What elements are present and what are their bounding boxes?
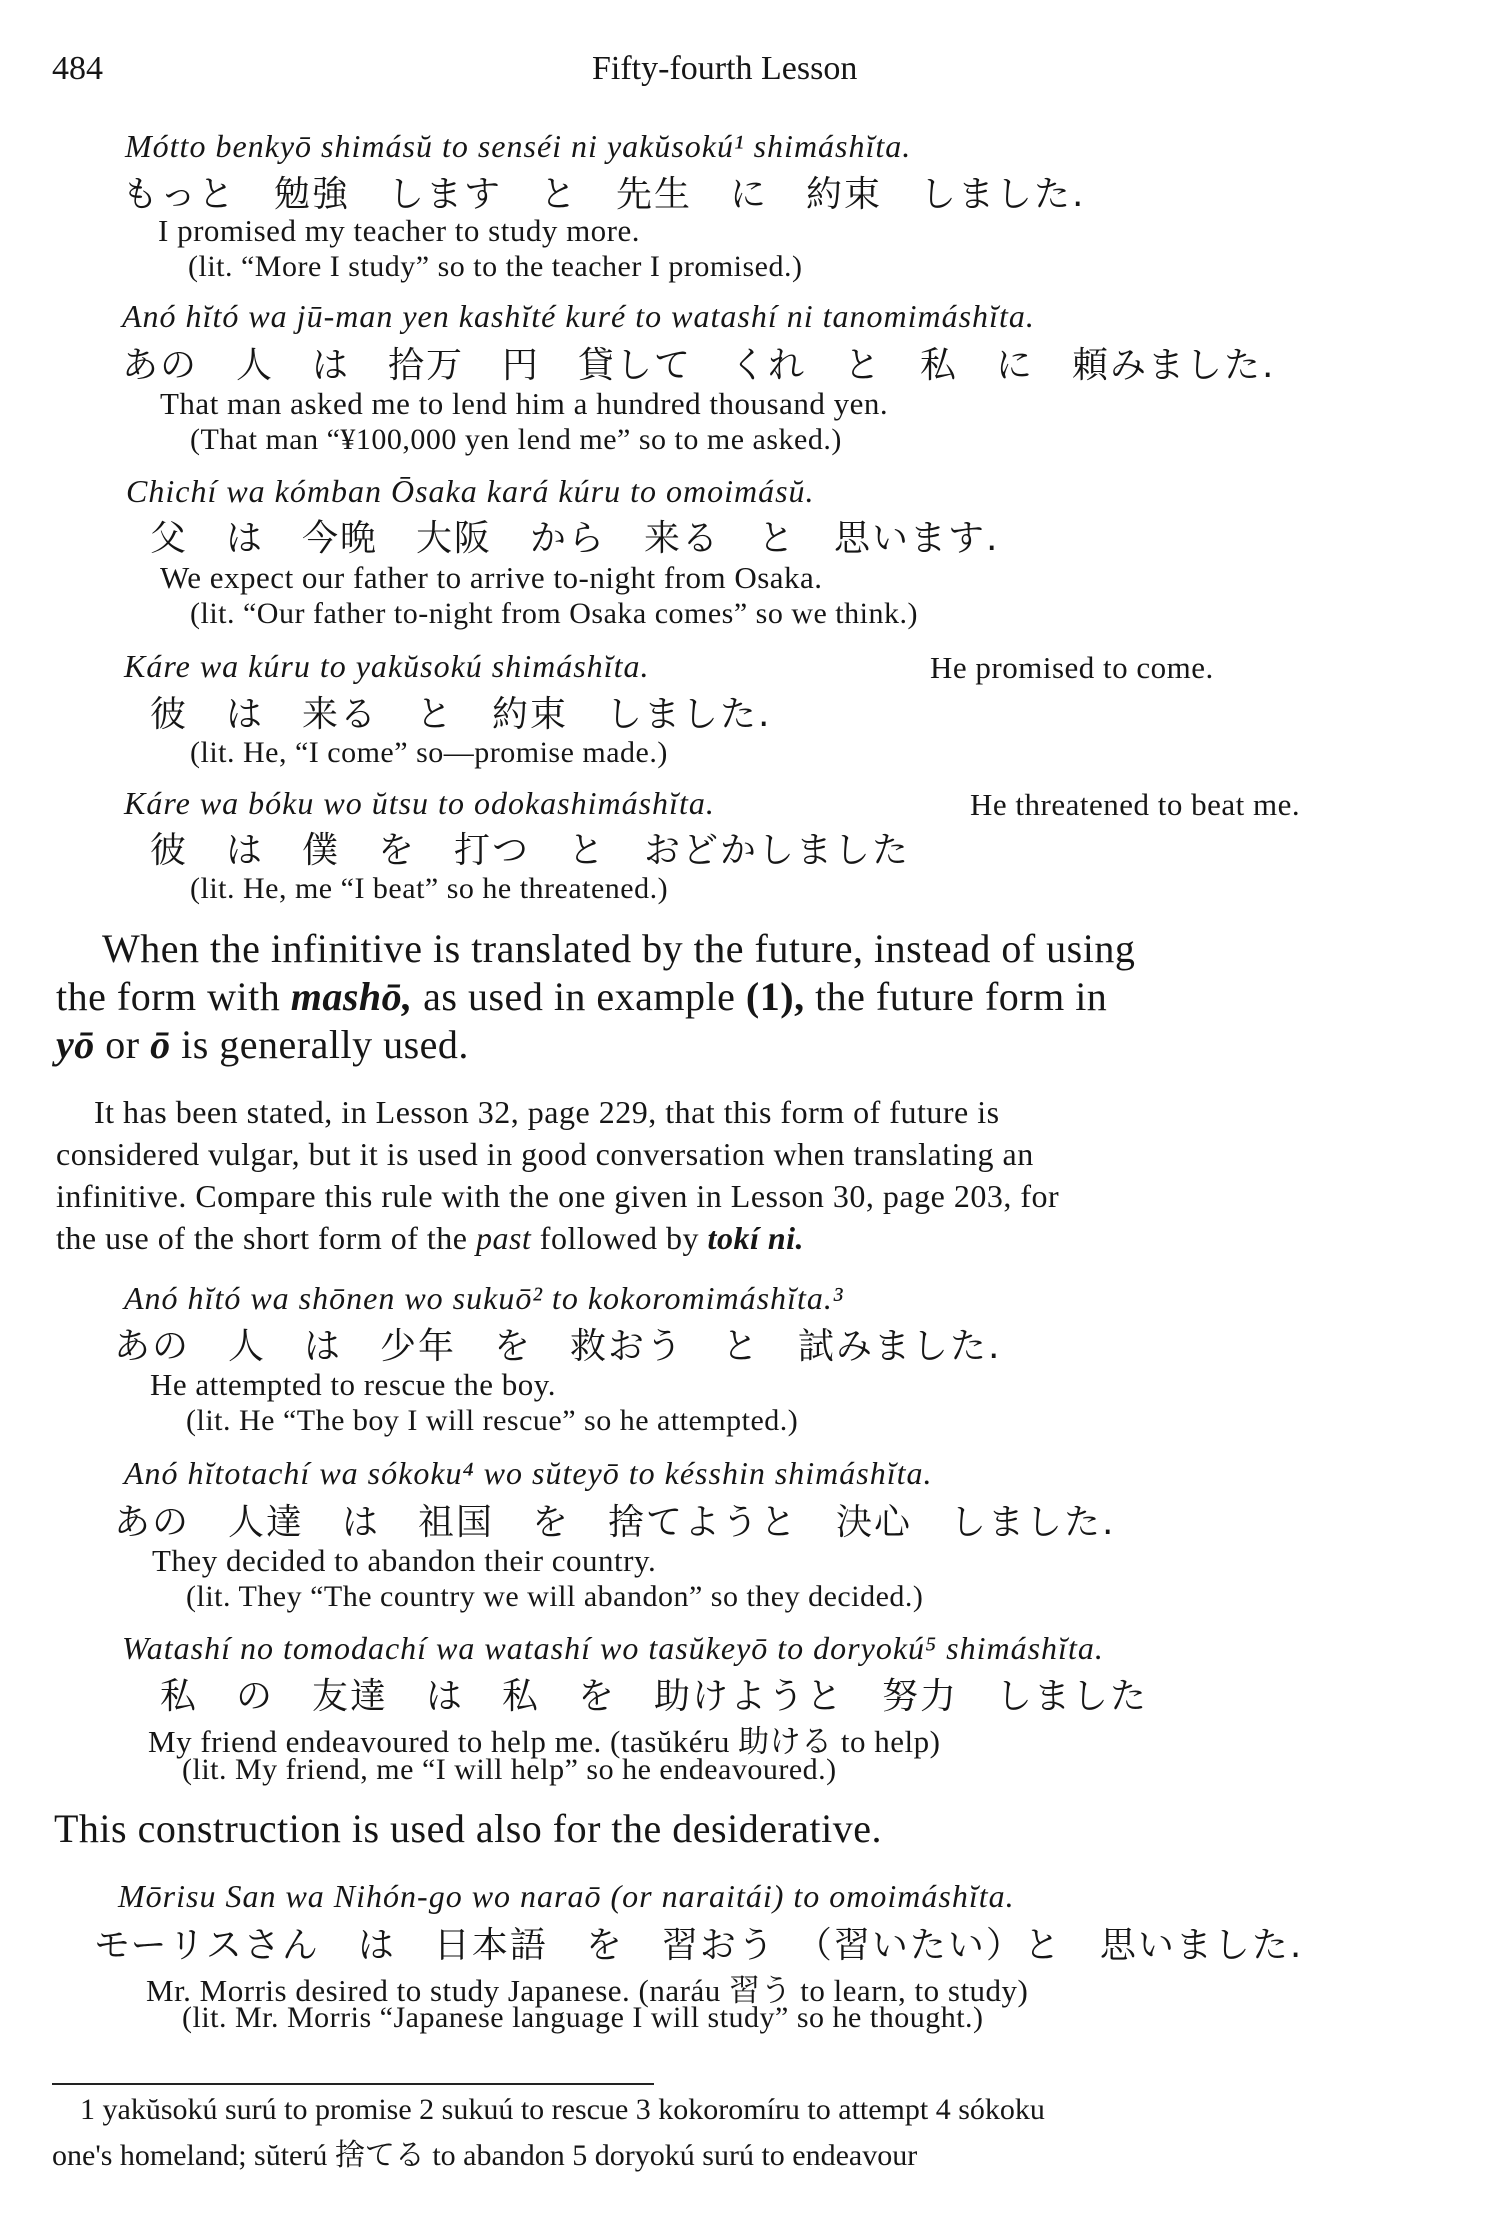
example-9-literal: (lit. Mr. Morris “Japanese language I will study” so he thought.) [182,2001,984,2034]
example-1-japanese: もっと 勉強 します と 先生 に 約束 しました. [122,174,1086,215]
footnote-line-2: one's homeland; sŭterú 捨てる to abandon 5 doryokú surú to endeavour [52,2139,918,2172]
note-line-2: considered vulgar, but it is used in good conversation when translating an [56,1136,1034,1172]
note-line-3: infinitive. Compare this rule with the one given in Lesson 30, page 203, for [56,1178,1060,1214]
term-masho: mashō, [290,974,413,1019]
rule-text: or [105,1022,140,1067]
example-2-literal: (That man “¥100,000 yen lend me” so to me asked.) [190,423,842,456]
footnote-line-1: 1 yakŭsokú surú to promise 2 sukuú to rescue 3 kokoromíru to attempt 4 sókoku [80,2093,1045,2126]
example-7-english: They decided to abandon their country. [152,1543,657,1578]
example-2-japanese: あの 人 は 拾万 円 貸して くれ と 私 に 頼みました. [122,345,1276,386]
example-7-literal: (lit. They “The country we will abandon” so they decided.) [186,1580,924,1613]
example-8-romaji: Watashí no tomodachí wa watashí wo tasŭkeyō to doryokú⁵ shimáshĭta. [122,1630,1104,1666]
example-1-english: I promised my teacher to study more. [158,213,641,248]
example-3-literal: (lit. “Our father to-night from Osaka comes” so we think.) [190,597,918,630]
example-1-literal: (lit. “More I study” so to the teacher I promised.) [188,250,803,283]
rule-text: as used in example [423,974,736,1019]
example-4-japanese: 彼 は 来る と 約束 しました. [150,694,772,735]
page-number: 484 [52,50,103,87]
example-6-english: He attempted to rescue the boy. [150,1367,557,1402]
example-4-romaji: Káre wa kúru to yakŭsokú shimáshĭta. [124,648,650,684]
example-4-english: He promised to come. [930,650,1214,685]
term-yo: yō [56,1022,95,1067]
example-5-english: He threatened to beat me. [970,787,1301,822]
example-6-romaji: Anó hĭtó wa shōnen wo sukuō² to kokoromimáshĭta.³ [124,1280,844,1316]
example-7-japanese: あの 人達 は 祖国 を 捨てようと 決心 しました. [114,1502,1116,1543]
note-line-4 [56,1220,804,1257]
example-4-literal: (lit. He, “I come” so—promise made.) [190,736,668,769]
example-3-romaji: Chichí wa kómban Ōsaka kará kúru to omoimásŭ. [126,473,815,509]
example-3-japanese: 父 は 今晩 大阪 から 来る と 思います. [150,518,1000,559]
example-5-japanese: 彼 は 僕 を 打つ と おどかしました [150,830,911,871]
note-text: the use of the short form of the [56,1220,468,1256]
example-9-romaji: Mōrisu San wa Nihón-go wo naraō (or naraitái) to omoimáshĭta. [118,1878,1015,1914]
example-3-english: We expect our father to arrive to-night from Osaka. [160,560,823,595]
rule-text: the form with [56,974,281,1019]
example-8-japanese: 私 の 友達 は 私 を 助けようと 努力 しました [160,1676,1149,1717]
example-2-english: That man asked me to lend him a hundred thousand yen. [160,386,889,421]
rule-text: the future form in [815,974,1108,1019]
term-past: past [475,1220,532,1256]
example-8-literal: (lit. My friend, me “I will help” so he endeavoured.) [182,1753,837,1786]
example-reference: (1), [745,974,805,1019]
rule-text: is generally used. [181,1022,469,1067]
example-7-romaji: Anó hĭtotachí wa sókoku⁴ wo sŭteyō to késshin shimáshĭta. [124,1455,933,1491]
example-1-romaji: Mótto benkyō shimásŭ to senséi ni yakŭsokú¹ shimáshĭta. [125,128,912,164]
example-8-english: My friend endeavoured to help me. (tasŭkéru 助ける to help) [148,1724,941,1759]
note-line-1: It has been stated, in Lesson 32, page 229, that this form of future is [94,1094,1000,1130]
example-5-literal: (lit. He, me “I beat” so he threatened.) [190,872,669,905]
example-6-literal: (lit. He “The boy I will rescue” so he attempted.) [186,1404,799,1437]
example-5-romaji: Káre wa bóku wo ŭtsu to odokashimáshĭta. [124,785,715,821]
example-9-japanese: モーリスさん は 日本語 を 習おう （習いたい）と 思いました. [94,1925,1304,1966]
note-text: followed by [539,1220,700,1256]
example-2-romaji: Anó hĭtó wa jū-man yen kashĭté kuré to watashí ni tanomimáshĭta. [122,298,1035,334]
term-toki-ni: tokí ni. [707,1220,805,1256]
running-title: Fifty-fourth Lesson [592,50,858,87]
example-6-japanese: あの 人 は 少年 を 救おう と 試みました. [114,1326,1002,1367]
term-o: ō [150,1022,171,1067]
footnote-divider [52,2083,654,2085]
desiderative-heading: This construction is used also for the desiderative. [54,1806,883,1851]
example-9-english: Mr. Morris desired to study Japanese. (naráu 習う to learn, to study) [146,1973,1029,2008]
rule-line-1: When the infinitive is translated by the future, instead of using [102,926,1136,971]
rule-line-3 [56,1021,469,1068]
rule-line-2 [56,973,1107,1020]
